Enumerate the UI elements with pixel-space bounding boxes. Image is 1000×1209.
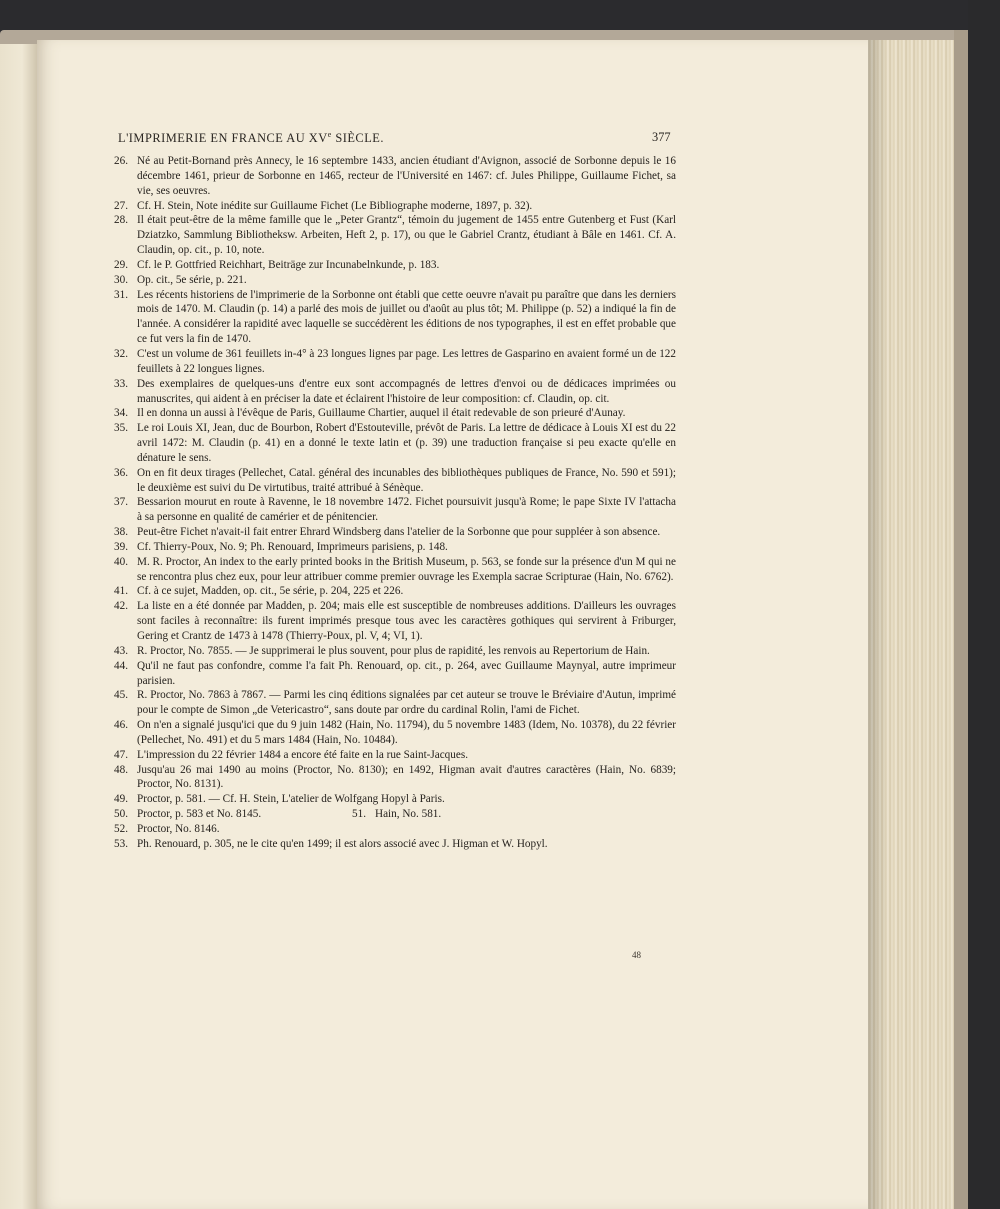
footnote	[114, 495, 676, 525]
footnote-text: Le roi Louis XI, Jean, duc de Bourbon, Robert d'Estouteville, prévôt de Paris. La lettre de dédicace à Louis XI est du 22 avril 1472: M. Claudin (p. 41) en a donné le texte latin et (p. 39) une traduction française si peu exacte qu'elle en dénature le sens.	[137, 422, 676, 464]
footnote	[114, 525, 676, 540]
footnote-number: 34.	[114, 407, 128, 420]
footnote	[114, 421, 676, 466]
footnote-number: 46.	[114, 719, 128, 732]
footnote	[114, 718, 676, 748]
footnote-number: 52.	[114, 822, 128, 835]
footnote-text: Ph. Renouard, p. 305, ne le cite qu'en 1499; il est alors associé avec J. Higman et W. Hopyl.	[137, 837, 548, 850]
footnote-text: Cf. Thierry-Poux, No. 9; Ph. Renouard, Imprimeurs parisiens, p. 148.	[137, 540, 448, 553]
cover-edge	[954, 30, 968, 1209]
footnote-number: 30.	[114, 273, 128, 286]
footnote-number: 47.	[114, 748, 128, 761]
footnote	[114, 659, 676, 689]
footnote	[114, 688, 676, 718]
footnote-number: 51.	[352, 808, 366, 821]
footnote-number: 44.	[114, 659, 128, 672]
footnote-text: Il en donna un aussi à l'évêque de Paris, Guillaume Chartier, auquel il était redevable de son prieuré d'Aunay.	[137, 407, 626, 420]
footnote-text: L'impression du 22 février 1484 a encore été faite en la rue Saint-Jacques.	[137, 748, 468, 761]
footnote-number: 50.	[114, 808, 128, 821]
footnote-text: On n'en a signalé jusqu'ici que du 9 juin 1482 (Hain, No. 11794), du 5 novembre 1483 (Idem, No. 10378), du 22 février (Pellechet, No. 491) et du 5 mars 1484 (Hain, No. 10484).	[137, 719, 676, 746]
footnote-number: 42.	[114, 600, 128, 613]
footnote-text: M. R. Proctor, An index to the early printed books in the British Museum, p. 563, se fonde sur la présence d'un M qui ne se rencontra plus chez eux, pour leur attribuer comme premier ouvrage les Exempla sacrae Scripturae (Hain, No. 6762).	[137, 555, 676, 583]
footnote	[114, 406, 676, 421]
footnote-text: Il était peut-être de la même famille que le „Peter Grantz“, témoin du jugement de 1455 entre Gutenberg et Fust (Karl Dziatzko, Sammlung Bibliotheksw. Arbeiten, Heft 2, p. 17), ou que le Gabriel Crantz, étudiant à Bâle en 1461. Cf. A. Claudin, op. cit., p. 10, note.	[137, 214, 676, 257]
footnote-text: Peut-être Fichet n'avait-il fait entrer Ehrard Windsberg dans l'atelier de la Sorbonne que pour suppléer à son absence.	[137, 526, 661, 539]
footnote	[114, 822, 676, 837]
footnote-number: 43.	[114, 644, 128, 657]
page-number: 377	[652, 130, 671, 144]
footnote-text: Né au Petit-Bornand près Annecy, le 16 septembre 1433, ancien étudiant d'Avignon, associé de Sorbonne depuis le 16 décembre 1461, prieur de Sorbonne en 1465, recteur de l'Université en 1467: cf. Jules Philippe, Guillaume Fichet, sa vie, ses oeuvres.	[137, 155, 676, 197]
footnote-text: C'est un volume de 361 feuillets in-4° à 23 longues lignes par page. Les lettres de Gasparino en avaient formé un de 122 feuillets à 22 longues lignes.	[137, 347, 676, 375]
footnote-number: 27.	[114, 199, 128, 212]
footnote-number: 48.	[114, 763, 128, 776]
footnote-text: Cf. à ce sujet, Madden, op. cit., 5e série, p. 204, 225 et 226.	[137, 585, 404, 598]
footnote-number: 45.	[114, 689, 128, 702]
footnote-number: 31.	[114, 288, 128, 301]
footnote	[114, 273, 676, 288]
footnote-text: Jusqu'au 26 mai 1490 au moins (Proctor, No. 8130); en 1492, Higman avait d'autres caractères (Hain, No. 6839; Proctor, No. 8131).	[137, 763, 676, 791]
footnote-number: 41.	[114, 585, 128, 598]
footnote	[114, 748, 676, 763]
footnote	[114, 555, 676, 585]
footnote-number: 29.	[114, 258, 128, 271]
signature-mark: 48	[632, 950, 641, 960]
footnote-text: Proctor, p. 583 et No. 8145.	[137, 808, 262, 821]
footnote-number: 53.	[114, 837, 128, 850]
footnote-number: 35.	[114, 422, 128, 435]
footnote-text: Cf. H. Stein, Note inédite sur Guillaume Fichet (Le Bibliographe moderne, 1897, p. 32).	[137, 199, 533, 212]
footnote-number: 39.	[114, 540, 128, 553]
footnote-number: 49.	[114, 793, 128, 806]
footnote-number: 32.	[114, 347, 128, 360]
footnote-text: La liste en a été donnée par Madden, p. 204; mais elle est susceptible de nombreuses additions. D'ailleurs les ouvrages sont faciles à reconnaître: ils furent imprimés presque tous avec les caractères gothiques qui servirent à Friburger, Gering et Crantz de 1473 à 1478 (Thierry-Poux, pl. V, 4; VI, 1).	[137, 600, 676, 642]
footnote	[114, 288, 676, 347]
footnote-text: Les récents historiens de l'imprimerie de la Sorbonne ont établi que cette oeuvre n'avait pu paraître que dans les derniers mois de 1470. M. Claudin (p. 14) a parlé des mois de juillet ou d'août au plus tôt; M. Philippe (p. 52) a indiqué la fin de l'année. A considérer la rapidité avec laquelle se succédèrent les éditions de nos typographes, il est en effet probable que ce fut vers la fin de 1470.	[137, 288, 676, 346]
footnote-text: Cf. le P. Gottfried Reichhart, Beiträge zur Incunabelnkunde, p. 183.	[137, 258, 440, 271]
footnote-number: 38.	[114, 526, 128, 539]
page-edges-shadow	[868, 40, 888, 1209]
footnote	[114, 466, 676, 496]
footnote-number: 28.	[114, 214, 128, 227]
footnote	[114, 584, 676, 599]
footnote	[114, 792, 676, 807]
footnote	[114, 837, 676, 852]
footnote	[114, 644, 676, 659]
footnote-text: Proctor, p. 581. — Cf. H. Stein, L'atelier de Wolfgang Hopyl à Paris.	[137, 793, 445, 806]
running-title: L'IMPRIMERIE EN FRANCE AU XVe SIÈCLE.	[118, 130, 384, 146]
footnote	[114, 377, 676, 407]
footnote	[114, 213, 676, 258]
footnote-text: Des exemplaires de quelques-uns d'entre eux sont accompagnés de lettres d'envoi ou de dédicaces imprimées ou manuscrites, qui aident à en préciser la date et éclairent l'histoire de leur composition: cf. Claudin, op. cit.	[137, 377, 676, 405]
footnote-text: Proctor, No. 8146.	[137, 822, 220, 835]
footnote	[114, 347, 676, 377]
footnote-text: Qu'il ne faut pas confondre, comme l'a fait Ph. Renouard, op. cit., p. 264, avec Guillaume Maynyal, autre imprimeur parisien.	[137, 659, 676, 687]
footnote	[114, 599, 676, 644]
footnote-number: 37.	[114, 496, 128, 509]
footnote	[114, 807, 676, 822]
footnote	[114, 763, 676, 793]
footnote-text: Hain, No. 581.	[375, 808, 442, 821]
footnote	[114, 540, 676, 555]
footnote-text	[137, 807, 676, 822]
footnote-text: On en fit deux tirages (Pellechet, Catal. général des incunables des bibliothèques publiques de France, No. 590 et 591); le deuxième est suivi du De virtutibus, traité attribué à Sénèque.	[137, 466, 676, 494]
footnotes	[114, 154, 676, 852]
footnote-text: R. Proctor, No. 7863 à 7867. — Parmi les cinq éditions signalées par cet auteur se trouve le Bréviaire d'Autun, imprimé pour le compte de Simon „de Vetericastro“, sans doute par ordre du cardinal Rolin, l'ami de Fichet.	[137, 689, 676, 717]
footnote-number: 36.	[114, 466, 128, 479]
left-page-edge	[0, 44, 40, 1209]
footnote-number: 40.	[114, 555, 128, 568]
footnote-text: Op. cit., 5e série, p. 221.	[137, 273, 247, 286]
footnote-number: 26.	[114, 155, 128, 167]
footnote	[114, 199, 676, 214]
footnote	[114, 258, 676, 273]
footnote-number: 33.	[114, 377, 128, 390]
footnote-text: R. Proctor, No. 7855. — Je supprimerai le plus souvent, pour plus de rapidité, les renvois au Repertorium de Hain.	[137, 644, 650, 657]
footnote	[114, 154, 676, 199]
footnote-text: Bessarion mourut en route à Ravenne, le 18 novembre 1472. Fichet poursuivit jusqu'à Rome; le pape Sixte IV l'attacha à sa personne en qualité de camérier et de pénitencier.	[137, 496, 676, 524]
background-strip	[968, 0, 1000, 1209]
